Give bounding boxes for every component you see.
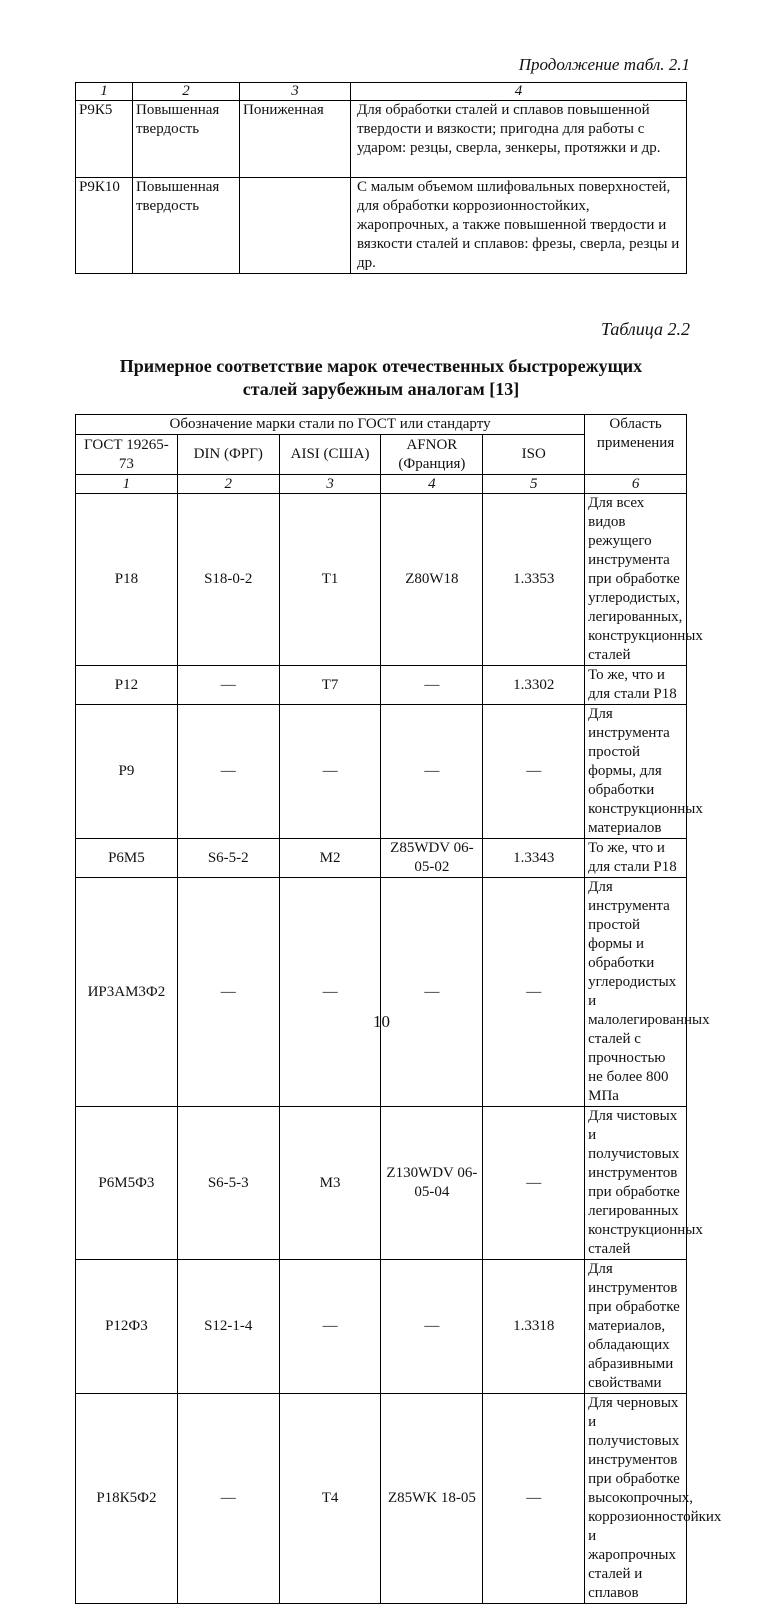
iso-cell: —	[483, 1107, 585, 1260]
application-cell: Для черновых и получистовых инструментов при обработке высокопрочных, коррозионностойких и жаропрочных сталей и сплавов	[585, 1394, 687, 1604]
table-row	[76, 494, 687, 666]
table-row	[76, 1107, 687, 1260]
description-cell: Для обработки сталей и сплавов повышенной твердости и вязкости; пригодна для работы с ударом: резцы, сверла, зенкеры, протяжки и др.	[351, 101, 687, 178]
aisi-cell: T1	[279, 494, 381, 666]
gost-cell: Р6М5	[76, 839, 178, 878]
table-row	[76, 878, 687, 1107]
table-2-1-continuation	[75, 82, 687, 274]
continuation-caption: Продолжение табл. 2.1	[518, 55, 690, 74]
grade-cell: Р9К10	[76, 178, 133, 274]
din-cell: S6-5-3	[177, 1107, 279, 1260]
afnor-cell: —	[381, 705, 483, 839]
iso-cell: 1.3318	[483, 1260, 585, 1394]
application-cell: То же, что и для стали Р18	[585, 839, 687, 878]
aisi-cell: —	[279, 1260, 381, 1394]
gost-cell: Р12	[76, 666, 178, 705]
col-number: 3	[240, 83, 351, 101]
afnor-cell: —	[381, 878, 483, 1107]
table-2-2	[75, 414, 722, 1604]
cell: Повышенная твердость	[133, 101, 240, 178]
afnor-cell: Z130WDV 06-05-04	[381, 1107, 483, 1260]
cell: Повышенная твердость	[133, 178, 240, 274]
col-number: 6	[585, 475, 687, 494]
afnor-cell: —	[381, 666, 483, 705]
column-numbers-row	[76, 475, 687, 494]
header-aisi: AISI (США)	[279, 435, 381, 475]
iso-cell: 1.3343	[483, 839, 585, 878]
aisi-cell: —	[279, 705, 381, 839]
header-group: Обозначение марки стали по ГОСТ или стандарту	[76, 415, 585, 435]
din-cell: —	[177, 1394, 279, 1604]
page-number: 10	[373, 1012, 390, 1031]
cell	[240, 178, 351, 274]
afnor-cell: Z85WK 18-05	[381, 1394, 483, 1604]
aisi-cell: T4	[279, 1394, 381, 1604]
header-application: Область применения	[585, 415, 687, 475]
header-afnor: AFNOR (Франция)	[381, 435, 483, 475]
afnor-cell: Z85WDV 06-05-02	[381, 839, 483, 878]
col-number: 1	[76, 475, 178, 494]
aisi-cell: M2	[279, 839, 381, 878]
application-cell: То же, что и для стали Р18	[585, 666, 687, 705]
iso-cell: —	[483, 705, 585, 839]
din-cell: S6-5-2	[177, 839, 279, 878]
din-cell: —	[177, 878, 279, 1107]
col-number: 2	[177, 475, 279, 494]
table-row	[76, 101, 687, 178]
application-cell: Для инструментов при обработке материалов, обладающих абразивными свойствами	[585, 1260, 687, 1394]
aisi-cell: M3	[279, 1107, 381, 1260]
title-line: сталей зарубежным аналогам [13]	[242, 379, 520, 399]
gost-cell: Р6М5Ф3	[76, 1107, 178, 1260]
application-cell: Для инструмента простой формы, для обработки конструкционных материалов	[585, 705, 687, 839]
gost-cell: ИР3АМ3Ф2	[76, 878, 178, 1107]
description-cell: С малым объемом шлифовальных поверхностей, для обработки коррозионностойких, жаропрочных, а также повышенной твердости и вязкости сталей и сплавов: фрезы, сверла, резцы и др.	[351, 178, 687, 274]
iso-cell: —	[483, 1394, 585, 1604]
afnor-cell: —	[381, 1260, 483, 1394]
col-number: 5	[483, 475, 585, 494]
header-gost: ГОСТ 19265-73	[76, 435, 178, 475]
table-row	[76, 178, 687, 274]
table-header-row	[76, 415, 687, 435]
cell: Пониженная	[240, 101, 351, 178]
col-number: 2	[133, 83, 240, 101]
gost-cell: Р12Ф3	[76, 1260, 178, 1394]
gost-cell: Р9	[76, 705, 178, 839]
afnor-cell: Z80W18	[381, 494, 483, 666]
application-cell: Для инструмента простой формы и обработки углеродистых и малолегированных сталей с прочностью не более 800 МПа	[585, 878, 687, 1107]
title-line: Примерное соответствие марок отечественных быстрорежущих	[119, 356, 643, 376]
din-cell: S12-1-4	[177, 1260, 279, 1394]
table-header-row	[76, 83, 687, 101]
col-number: 4	[381, 475, 483, 494]
iso-cell: —	[483, 878, 585, 1107]
din-cell: S18-0-2	[177, 494, 279, 666]
din-cell: —	[177, 705, 279, 839]
col-number: 1	[76, 83, 133, 101]
gost-cell: Р18К5Ф2	[76, 1394, 178, 1604]
iso-cell: 1.3302	[483, 666, 585, 705]
table-row	[76, 1260, 687, 1394]
aisi-cell: —	[279, 878, 381, 1107]
gost-cell: Р18	[76, 494, 178, 666]
application-cell: Для чистовых и получистовых инструментов при обработке легированных конструкционных сталей	[585, 1107, 687, 1260]
table-row	[76, 839, 687, 878]
aisi-cell: T7	[279, 666, 381, 705]
table-row	[76, 666, 687, 705]
header-iso: ISO	[483, 435, 585, 475]
table-title	[75, 355, 687, 401]
col-number: 3	[279, 475, 381, 494]
iso-cell: 1.3353	[483, 494, 585, 666]
din-cell: —	[177, 666, 279, 705]
table-row	[76, 705, 687, 839]
table-row	[76, 1394, 687, 1604]
table-caption: Таблица 2.2	[600, 319, 690, 339]
header-din: DIN (ФРГ)	[177, 435, 279, 475]
grade-cell: Р9К5	[76, 101, 133, 178]
col-number: 4	[351, 83, 687, 101]
application-cell: Для всех видов режущего инструмента при обработке углеродистых, легированных, конструкционных сталей	[585, 494, 687, 666]
